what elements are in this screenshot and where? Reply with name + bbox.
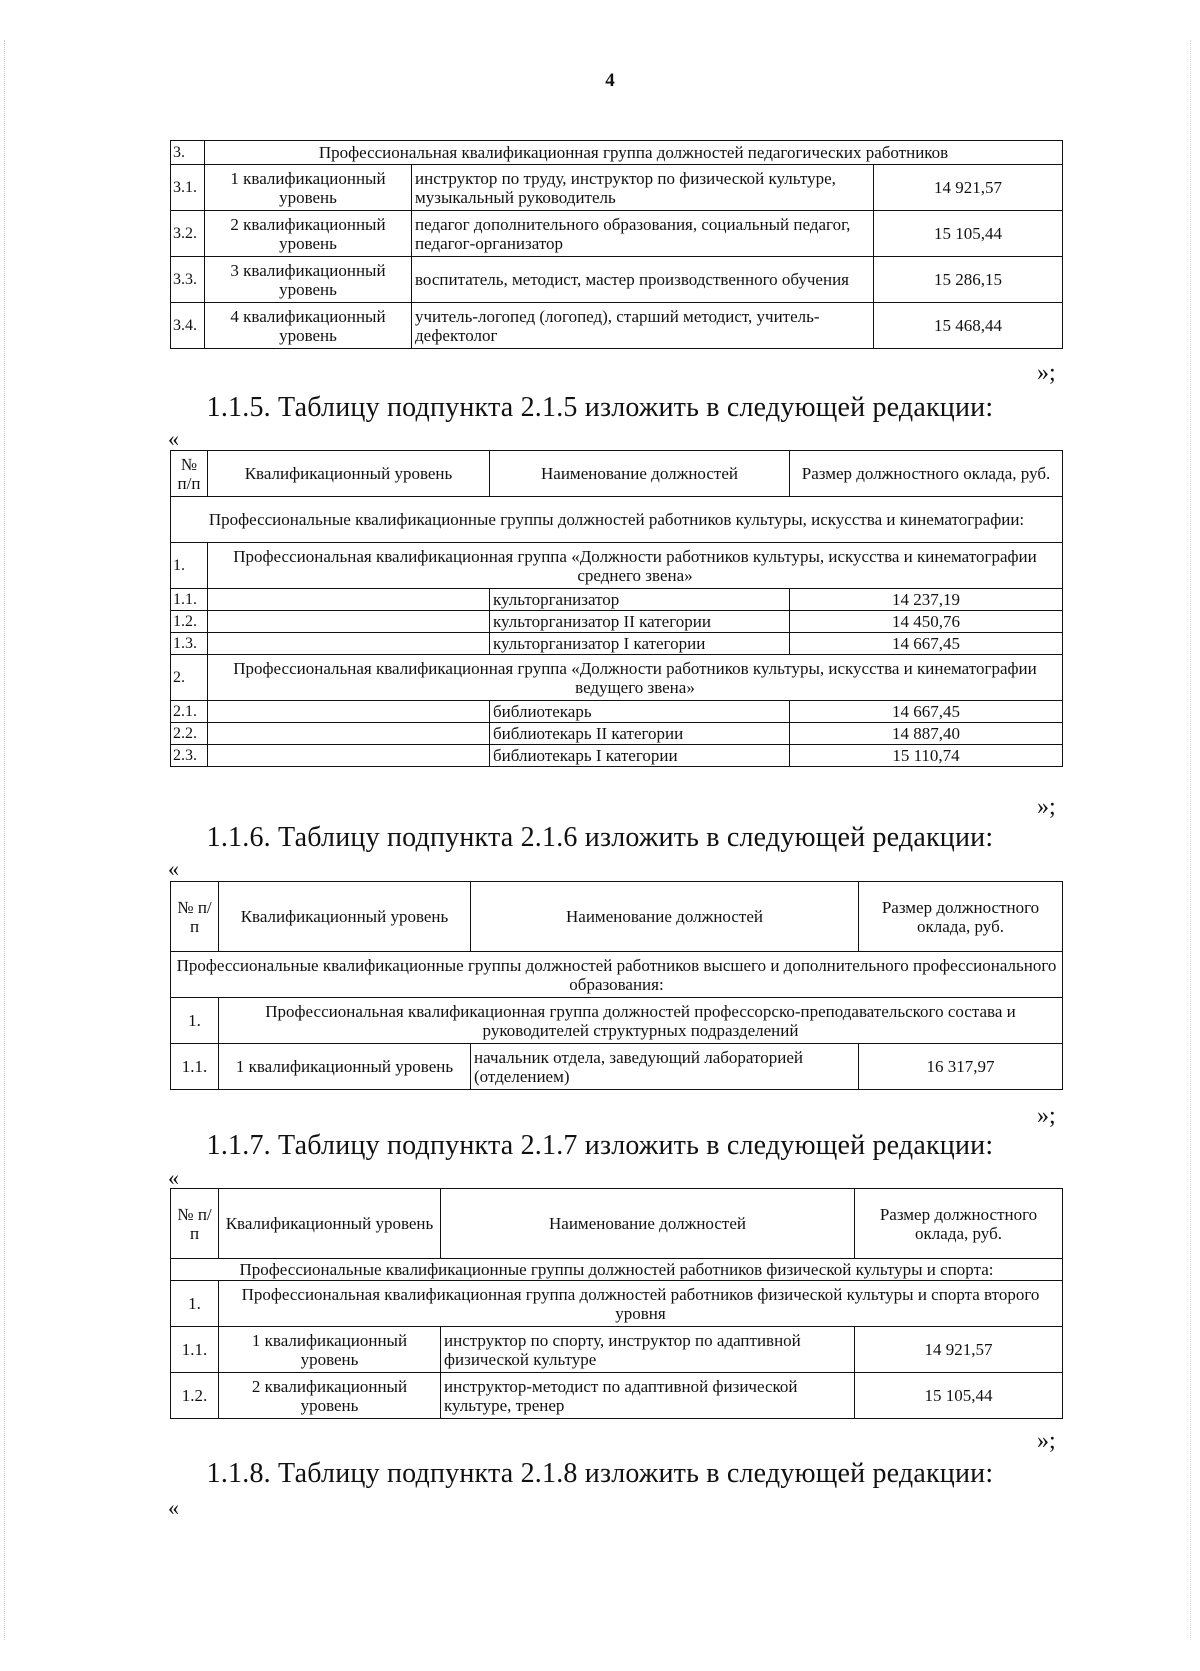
salary: 16 317,97 (859, 1044, 1063, 1090)
scan-edge-right (1190, 40, 1197, 1640)
position: библиотекарь II категории (490, 723, 790, 745)
qualification-level (208, 633, 490, 655)
category-title: Профессиональные квалификационные группы должностей работников высшего и дополнительного профессионального образования: (171, 952, 1063, 998)
row-number: 3.2. (171, 211, 205, 257)
opening-quote: « (168, 426, 179, 451)
positions: инструктор по труду, инструктор по физической культуре, музыкальный руководитель (412, 165, 874, 211)
qualification-level: 1 квалификационный уровень (219, 1327, 441, 1373)
scan-edge-left (4, 40, 11, 1640)
table-row (171, 723, 1063, 745)
row-number: 1.1. (171, 589, 208, 611)
qualification-level (208, 611, 490, 633)
header-level: Квалификационный уровень (219, 882, 471, 952)
table-culture-workers (170, 450, 1063, 767)
salary: 14 450,76 (790, 611, 1063, 633)
opening-quote: « (168, 1495, 179, 1520)
closing-quote: »; (1037, 1428, 1056, 1454)
table-header-row (171, 451, 1063, 497)
section-heading-1-1-6: 1.1.6. Таблицу подпункта 2.1.6 изложить в следующей редакции: (206, 822, 994, 853)
qualification-level (208, 589, 490, 611)
salary: 15 105,44 (855, 1373, 1063, 1419)
table-row (171, 303, 1063, 349)
header-number: № п/п (171, 1189, 219, 1259)
salary: 14 667,45 (790, 701, 1063, 723)
section-heading-1-1-7: 1.1.7. Таблицу подпункта 2.1.7 изложить в следующей редакции: (206, 1130, 994, 1161)
row-number: 2.1. (171, 701, 208, 723)
salary: 14 921,57 (874, 165, 1063, 211)
table-row (171, 141, 1063, 165)
category-row (171, 1259, 1063, 1281)
group-title: Профессиональная квалификационная группа должностей педагогических работников (205, 141, 1063, 165)
positions: учитель-логопед (логопед), старший методист, учитель-дефектолог (412, 303, 874, 349)
salary: 15 468,44 (874, 303, 1063, 349)
header-salary: Размер должностного оклада, руб. (790, 451, 1063, 497)
qualification-level (208, 745, 490, 767)
section-heading-1-1-8: 1.1.8. Таблицу подпункта 2.1.8 изложить в следующей редакции: (206, 1458, 994, 1489)
category-title: Профессиональные квалификационные группы должностей работников физической культуры и спорта: (171, 1259, 1063, 1281)
page-number: 4 (605, 70, 615, 91)
salary: 14 921,57 (855, 1327, 1063, 1373)
salary: 15 286,15 (874, 257, 1063, 303)
row-number: 1.2. (171, 1373, 219, 1419)
qualification-level: 1 квалификационный уровень (219, 1044, 471, 1090)
table-row (171, 633, 1063, 655)
group-title: Профессиональная квалификационная группа «Должности работников культуры, искусства и кинематографии среднего звена» (208, 543, 1063, 589)
header-number: № п/п (171, 882, 219, 952)
header-level: Квалификационный уровень (219, 1189, 441, 1259)
group-title: Профессиональная квалификационная группа должностей работников физической культуры и спорта второго уровня (219, 1281, 1063, 1327)
position: культорганизатор I категории (490, 633, 790, 655)
position: библиотекарь I категории (490, 745, 790, 767)
header-level: Квалификационный уровень (208, 451, 490, 497)
table-row (171, 165, 1063, 211)
header-salary: Размер должностного оклада, руб. (859, 882, 1063, 952)
salary: 14 887,40 (790, 723, 1063, 745)
position: культорганизатор (490, 589, 790, 611)
category-row (171, 952, 1063, 998)
row-number: 1.1. (171, 1327, 219, 1373)
opening-quote: « (168, 856, 179, 881)
row-number: 1.2. (171, 611, 208, 633)
qualification-level (208, 701, 490, 723)
opening-quote: « (168, 1165, 179, 1190)
qualification-level: 2 квалификационный уровень (205, 211, 412, 257)
table-row (171, 1044, 1063, 1090)
positions: педагог дополнительного образования, социальный педагог, педагог-организатор (412, 211, 874, 257)
qualification-level: 4 квалификационный уровень (205, 303, 412, 349)
header-positions: Наименование должностей (471, 882, 859, 952)
group-row (171, 543, 1063, 589)
table-row (171, 1373, 1063, 1419)
row-number: 1.3. (171, 633, 208, 655)
table-header-row (171, 882, 1063, 952)
table-header-row (171, 1189, 1063, 1259)
qualification-level: 2 квалификационный уровень (219, 1373, 441, 1419)
row-number: 3.4. (171, 303, 205, 349)
salary: 14 667,45 (790, 633, 1063, 655)
header-positions: Наименование должностей (441, 1189, 855, 1259)
table-row (171, 611, 1063, 633)
qualification-level: 1 квалификационный уровень (205, 165, 412, 211)
qualification-level (208, 723, 490, 745)
table-row (171, 745, 1063, 767)
closing-quote: »; (1037, 1103, 1056, 1129)
group-number: 3. (171, 141, 205, 165)
group-row (171, 998, 1063, 1044)
group-number: 2. (171, 655, 208, 701)
header-salary: Размер должностного оклада, руб. (855, 1189, 1063, 1259)
header-number: № п/п (171, 451, 208, 497)
positions: воспитатель, методист, мастер производственного обучения (412, 257, 874, 303)
row-number: 3.3. (171, 257, 205, 303)
position: культорганизатор II категории (490, 611, 790, 633)
position: библиотекарь (490, 701, 790, 723)
salary: 15 105,44 (874, 211, 1063, 257)
table-higher-education (170, 881, 1063, 1090)
header-positions: Наименование должностей (490, 451, 790, 497)
salary: 15 110,74 (790, 745, 1063, 767)
table-row (171, 257, 1063, 303)
positions: начальник отдела, заведующий лабораторией (отделением) (471, 1044, 859, 1090)
table-pedagogical-workers (170, 140, 1063, 349)
closing-quote: »; (1037, 794, 1056, 820)
closing-quote: »; (1037, 360, 1056, 386)
row-number: 1.1. (171, 1044, 219, 1090)
group-row (171, 655, 1063, 701)
table-row (171, 701, 1063, 723)
group-title: Профессиональная квалификационная группа «Должности работников культуры, искусства и кинематографии ведущего звена» (208, 655, 1063, 701)
category-row (171, 497, 1063, 543)
row-number: 3.1. (171, 165, 205, 211)
category-title: Профессиональные квалификационные группы должностей работников культуры, искусства и кинематографии: (171, 497, 1063, 543)
salary: 14 237,19 (790, 589, 1063, 611)
table-row (171, 589, 1063, 611)
row-number: 2.2. (171, 723, 208, 745)
qualification-level: 3 квалификационный уровень (205, 257, 412, 303)
section-heading-1-1-5: 1.1.5. Таблицу подпункта 2.1.5 изложить в следующей редакции: (206, 392, 994, 423)
group-number: 1. (171, 543, 208, 589)
group-title: Профессиональная квалификационная группа должностей профессорско-преподавательского состава и руководителей структурных подразделений (219, 998, 1063, 1044)
group-row (171, 1281, 1063, 1327)
row-number: 2.3. (171, 745, 208, 767)
group-number: 1. (171, 998, 219, 1044)
positions: инструктор по спорту, инструктор по адаптивной физической культуре (441, 1327, 855, 1373)
group-number: 1. (171, 1281, 219, 1327)
table-row (171, 1327, 1063, 1373)
table-row (171, 211, 1063, 257)
table-sports-workers (170, 1188, 1063, 1419)
positions: инструктор-методист по адаптивной физической культуре, тренер (441, 1373, 855, 1419)
